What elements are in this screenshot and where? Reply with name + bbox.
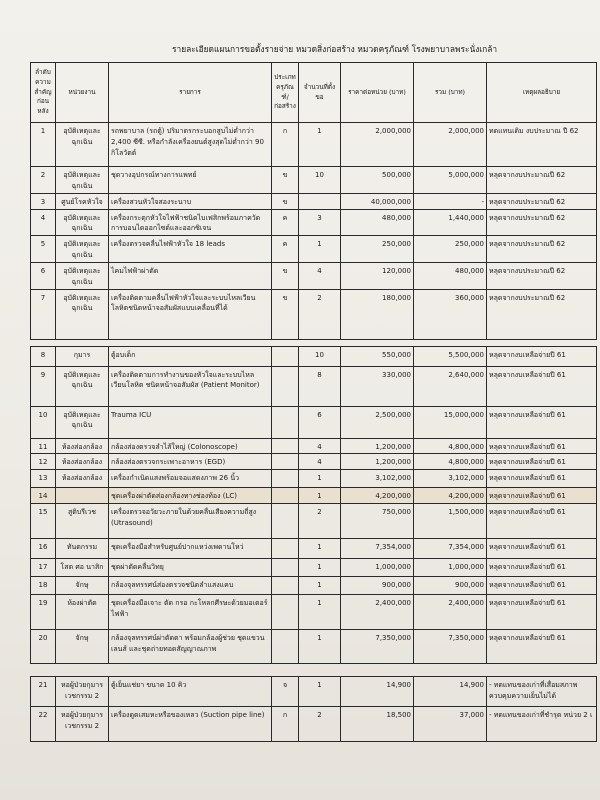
budget-table: [30, 62, 597, 742]
cell-unit: ห้องผ่าตัด: [56, 595, 109, 630]
cell-unit: จักษุ: [56, 577, 109, 595]
cell-type: ข: [272, 289, 299, 339]
cell-qty: 4: [299, 438, 341, 454]
table-body: [31, 123, 597, 742]
cell-qty: 8: [299, 366, 341, 406]
cell-unit: อุบัติเหตุและฉุกเฉิน: [56, 262, 109, 289]
cell-item: เครื่องติดตามคลื่นไฟฟ้าหัวใจและระบบไหลเวียนโลหิตชนิดหน้าจอสัมผัสแบบเคลื่อนที่ได้: [109, 289, 272, 339]
cell-total: 2,400,000: [414, 595, 487, 630]
cell-no: 21: [31, 677, 56, 707]
cell-no: 17: [31, 559, 56, 577]
cell-price: 1,200,000: [341, 454, 414, 470]
cell-type: [272, 366, 299, 406]
table-row: [31, 289, 597, 339]
cell-qty: 4: [299, 262, 341, 289]
header-price: ราคาต่อหน่วย (บาท): [341, 63, 414, 123]
cell-reason: หลุดจากงบประมาณปี 62: [487, 236, 597, 263]
cell-reason: หลุดจากงบเหลือจ่ายปี 61: [487, 539, 597, 559]
cell-reason: หลุดจากงบประมาณปี 62: [487, 289, 597, 339]
cell-price: 250,000: [341, 236, 414, 263]
cell-reason: - ทดแทนของเก่าที่ชำรุด หน่วย 2 เ: [487, 707, 597, 742]
cell-type: [272, 346, 299, 366]
cell-item: กล้องจุลทรรศน์ส่องตรวจชนิดลำแสงแคบ: [109, 577, 272, 595]
cell-reason: หลุดจากงบเหลือจ่ายปี 61: [487, 438, 597, 454]
table-row: [31, 262, 597, 289]
cell-no: 5: [31, 236, 56, 263]
cell-price: 180,000: [341, 289, 414, 339]
cell-price: 550,000: [341, 346, 414, 366]
cell-qty: 4: [299, 454, 341, 470]
cell-unit: กุมาร: [56, 346, 109, 366]
cell-unit: ห้องส่องกล้อง: [56, 454, 109, 470]
cell-item: กล้องจุลทรรศน์ผ่าตัดตา พร้อมกล้องผู้ช่วย ชุดแขวนเลนส์ และชุดถ่ายทอดสัญญาณภาพ: [109, 630, 272, 664]
cell-reason: หลุดจากงบเหลือจ่ายปี 61: [487, 630, 597, 664]
cell-reason: หลุดจากงบประมาณปี 62: [487, 209, 597, 236]
cell-item: เครื่องกำเนิดแสงพร้อมจอแสดงภาพ 26 นิ้ว: [109, 470, 272, 488]
cell-unit: อุบัติเหตุและฉุกเฉิน: [56, 236, 109, 263]
cell-type: [272, 454, 299, 470]
table-row: [31, 236, 597, 263]
cell-unit: ห้องส่องกล้อง: [56, 438, 109, 454]
cell-no: 16: [31, 539, 56, 559]
cell-qty: 10: [299, 346, 341, 366]
cell-total: 2,640,000: [414, 366, 487, 406]
cell-type: [272, 406, 299, 438]
cell-total: 5,500,000: [414, 346, 487, 366]
cell-unit: ศูนย์โรคหัวใจ: [56, 193, 109, 209]
cell-item: เครื่องสวนหัวใจสองระนาบ: [109, 193, 272, 209]
cell-unit: อุบัติเหตุและฉุกเฉิน: [56, 406, 109, 438]
cell-no: 11: [31, 438, 56, 454]
cell-unit: จักษุ: [56, 630, 109, 664]
cell-item: กล้องส่องตรวจลำไส้ใหญ่ (Colonoscope): [109, 438, 272, 454]
cell-reason: - ทดแทนของเก่าที่เสื่อมสภาพ ควบคุมความเย็นไม่ได้: [487, 677, 597, 707]
section-spacer: [31, 339, 597, 346]
cell-item: เครื่องตรวจอวัยวะภายในด้วยคลื่นเสียงความถี่สูง (Utrasound): [109, 504, 272, 539]
cell-qty: 1: [299, 236, 341, 263]
table-row: [31, 630, 597, 664]
table-row: [31, 438, 597, 454]
header-item: รายการ: [109, 63, 272, 123]
cell-no: 15: [31, 504, 56, 539]
cell-type: [272, 488, 299, 504]
header-reason: เหตุผลอธิบาย: [487, 63, 597, 123]
table-row: [31, 677, 597, 707]
cell-qty: 1: [299, 630, 341, 664]
cell-no: 9: [31, 366, 56, 406]
cell-total: 900,000: [414, 577, 487, 595]
cell-item: ชุดเครื่องมือเจาะ ตัด กรอ กะโหลกศีรษะด้วยมอเตอร์ไฟฟ้า: [109, 595, 272, 630]
cell-reason: หลุดจากงบเหลือจ่ายปี 61: [487, 406, 597, 438]
cell-item: ชุดผ่าตัดคลื่นวิทยุ: [109, 559, 272, 577]
cell-price: 2,500,000: [341, 406, 414, 438]
cell-reason: หลุดจากงบเหลือจ่ายปี 61: [487, 559, 597, 577]
cell-price: 330,000: [341, 366, 414, 406]
cell-price: 4,200,000: [341, 488, 414, 504]
cell-item: เครื่องดูดเสมหะหรือของเหลว (Suction pipe line): [109, 707, 272, 742]
cell-item: ตู้อบเด็ก: [109, 346, 272, 366]
cell-no: 14: [31, 488, 56, 504]
cell-item: เครื่องกระตุกหัวใจไฟฟ้าชนิดไบเฟสิกพร้อมภาควัดการบอนไดออกไซด์และออกซิเจน: [109, 209, 272, 236]
cell-unit: อุบัติเหตุและฉุกเฉิน: [56, 289, 109, 339]
cell-total: 1,440,000: [414, 209, 487, 236]
header-qty: จำนวนที่ตั้งขอ: [299, 63, 341, 123]
cell-reason: หลุดจากงบเหลือจ่ายปี 61: [487, 346, 597, 366]
cell-qty: 2: [299, 504, 341, 539]
cell-total: 4,800,000: [414, 438, 487, 454]
cell-total: 15,000,000: [414, 406, 487, 438]
cell-no: 22: [31, 707, 56, 742]
cell-no: 6: [31, 262, 56, 289]
cell-price: 500,000: [341, 167, 414, 194]
cell-price: 7,350,000: [341, 630, 414, 664]
table-row: [31, 707, 597, 742]
cell-qty: 3: [299, 209, 341, 236]
cell-no: 8: [31, 346, 56, 366]
cell-qty: 6: [299, 406, 341, 438]
header-unit: หน่วยงาน: [56, 63, 109, 123]
cell-unit: อุบัติเหตุและฉุกเฉิน: [56, 123, 109, 167]
section-spacer: [31, 664, 597, 677]
cell-price: 1,200,000: [341, 438, 414, 454]
cell-qty: 1: [299, 595, 341, 630]
cell-unit: โสต ศอ นาสิก: [56, 559, 109, 577]
cell-item: ตู้เย็นแช่ยา ขนาด 10 คิว: [109, 677, 272, 707]
table-row: [31, 346, 597, 366]
cell-qty: 10: [299, 167, 341, 194]
cell-reason: หลุดจากงบประมาณปี 62: [487, 167, 597, 194]
table-row: [31, 595, 597, 630]
cell-type: [272, 595, 299, 630]
cell-item: Trauma ICU: [109, 406, 272, 438]
cell-reason: หลุดจากงบเหลือจ่ายปี 61: [487, 470, 597, 488]
cell-unit: หอผู้ป่วยกุมารเวชกรรม 2: [56, 707, 109, 742]
cell-unit: สูติบรีเวช: [56, 504, 109, 539]
cell-total: -: [414, 193, 487, 209]
cell-unit: อุบัติเหตุและฉุกเฉิน: [56, 167, 109, 194]
cell-price: 18,500: [341, 707, 414, 742]
table-row: [31, 504, 597, 539]
spacer-cell: [31, 664, 597, 677]
cell-no: 18: [31, 577, 56, 595]
cell-no: 13: [31, 470, 56, 488]
cell-price: 900,000: [341, 577, 414, 595]
table-row: [31, 470, 597, 488]
cell-type: ค: [272, 236, 299, 263]
cell-total: 7,354,000: [414, 539, 487, 559]
cell-reason: ทดแทนเดิม งบประมาณ ปี 62: [487, 123, 597, 167]
table-row: [31, 454, 597, 470]
cell-reason: หลุดจากงบประมาณปี 62: [487, 193, 597, 209]
cell-price: 3,102,000: [341, 470, 414, 488]
cell-price: 2,000,000: [341, 123, 414, 167]
cell-no: 19: [31, 595, 56, 630]
cell-type: ข: [272, 262, 299, 289]
cell-reason: หลุดจากงบประมาณปี 62: [487, 262, 597, 289]
cell-price: 7,354,000: [341, 539, 414, 559]
cell-qty: [299, 193, 341, 209]
table-row: [31, 209, 597, 236]
header-type: ประเภทครุภัณฑ์/ก่อสร้าง: [272, 63, 299, 123]
cell-item: กล้องส่องตรวจกระเพาะอาหาร (EGD): [109, 454, 272, 470]
table-row: [31, 193, 597, 209]
table-row: [31, 406, 597, 438]
cell-reason: หลุดจากงบเหลือจ่ายปี 61: [487, 366, 597, 406]
cell-no: 2: [31, 167, 56, 194]
cell-unit: หอผู้ป่วยกุมารเวชกรรม 2: [56, 677, 109, 707]
cell-total: 3,102,000: [414, 470, 487, 488]
cell-qty: 1: [299, 559, 341, 577]
cell-total: 480,000: [414, 262, 487, 289]
cell-type: [272, 438, 299, 454]
cell-total: 7,350,000: [414, 630, 487, 664]
cell-total: 4,800,000: [414, 454, 487, 470]
cell-unit: อุบัติเหตุและฉุกเฉิน: [56, 366, 109, 406]
cell-item: ชุดเครื่องผ่าตัดส่องกล้องทางช่องท้อง (LC): [109, 488, 272, 504]
cell-price: 750,000: [341, 504, 414, 539]
cell-type: [272, 470, 299, 488]
table-header-row: [31, 63, 597, 123]
cell-item: รถพยาบาล (รถตู้) ปริมาตรกระบอกสูบไม่ต่ำกว่า 2,400 ซีซี. หรือกำลังเครื่องยนต์สูงสุดไม่ต่ำกว่า 90 กิโลวัตต์: [109, 123, 272, 167]
cell-reason: หลุดจากงบเหลือจ่ายปี 61: [487, 504, 597, 539]
cell-total: 1,500,000: [414, 504, 487, 539]
cell-item: เครื่องตรวจคลื่นไฟฟ้าหัวใจ 18 leads: [109, 236, 272, 263]
cell-no: 10: [31, 406, 56, 438]
cell-qty: 1: [299, 677, 341, 707]
cell-no: 12: [31, 454, 56, 470]
spacer-cell: [31, 339, 597, 346]
cell-unit: ทันตกรรม: [56, 539, 109, 559]
cell-type: [272, 630, 299, 664]
cell-price: 480,000: [341, 209, 414, 236]
cell-type: [272, 559, 299, 577]
cell-total: 250,000: [414, 236, 487, 263]
table-row: [31, 488, 597, 504]
cell-item: ไคมไฟฟ้าผ่าตัด: [109, 262, 272, 289]
cell-price: 14,900: [341, 677, 414, 707]
cell-reason: หลุดจากงบเหลือจ่ายปี 61: [487, 595, 597, 630]
cell-price: 2,400,000: [341, 595, 414, 630]
cell-type: [272, 504, 299, 539]
cell-total: 14,900: [414, 677, 487, 707]
header-total: รวม (บาท): [414, 63, 487, 123]
cell-type: [272, 539, 299, 559]
cell-price: 40,000,000: [341, 193, 414, 209]
cell-qty: 1: [299, 470, 341, 488]
cell-reason: หลุดจากงบเหลือจ่ายปี 61: [487, 577, 597, 595]
cell-no: 20: [31, 630, 56, 664]
cell-item: เครื่องติดตามการทำงานของหัวใจและระบบไหลเวียนโลหิต ชนิดหน้าจอสัมผัส (Patient Monitor): [109, 366, 272, 406]
cell-type: ก: [272, 707, 299, 742]
cell-total: 360,000: [414, 289, 487, 339]
cell-total: 1,000,000: [414, 559, 487, 577]
cell-qty: 1: [299, 539, 341, 559]
cell-no: 1: [31, 123, 56, 167]
cell-price: 120,000: [341, 262, 414, 289]
cell-reason: หลุดจากงบเหลือจ่ายปี 61: [487, 488, 597, 504]
table-row: [31, 366, 597, 406]
table-row: [31, 577, 597, 595]
cell-reason: หลุดจากงบเหลือจ่ายปี 61: [487, 454, 597, 470]
cell-type: ข: [272, 193, 299, 209]
cell-price: 1,000,000: [341, 559, 414, 577]
cell-unit: ห้องส่องกล้อง: [56, 470, 109, 488]
table-row: [31, 539, 597, 559]
cell-total: 37,000: [414, 707, 487, 742]
cell-item: ชุดวางอุปกรณ์ทางการแพทย์: [109, 167, 272, 194]
cell-type: ข: [272, 167, 299, 194]
cell-type: จ: [272, 677, 299, 707]
table-row: [31, 167, 597, 194]
cell-qty: 2: [299, 707, 341, 742]
header-no: ลำดับความสำคัญก่อนหลัง: [31, 63, 56, 123]
cell-qty: 2: [299, 289, 341, 339]
cell-type: [272, 577, 299, 595]
cell-type: ค: [272, 209, 299, 236]
cell-qty: 1: [299, 577, 341, 595]
cell-unit: อุบัติเหตุและฉุกเฉิน: [56, 209, 109, 236]
cell-no: 3: [31, 193, 56, 209]
cell-type: ก: [272, 123, 299, 167]
cell-qty: 1: [299, 123, 341, 167]
cell-total: 2,000,000: [414, 123, 487, 167]
cell-item: ชุดเครื่องมือสำหรับศูนย์ปากแหว่งเพดานโหว่: [109, 539, 272, 559]
document-title: รายละเอียดแผนการขอตั้งรายจ่าย หมวดสิ่งก่อสร้าง หมวดครุภัณฑ์ โรงพยาบาลพระนั่งเกล้า: [172, 44, 498, 54]
table-row: [31, 123, 597, 167]
cell-no: 4: [31, 209, 56, 236]
cell-no: 7: [31, 289, 56, 339]
cell-total: 5,000,000: [414, 167, 487, 194]
cell-unit: [56, 488, 109, 504]
cell-total: 4,200,000: [414, 488, 487, 504]
cell-qty: 1: [299, 488, 341, 504]
table-row: [31, 559, 597, 577]
